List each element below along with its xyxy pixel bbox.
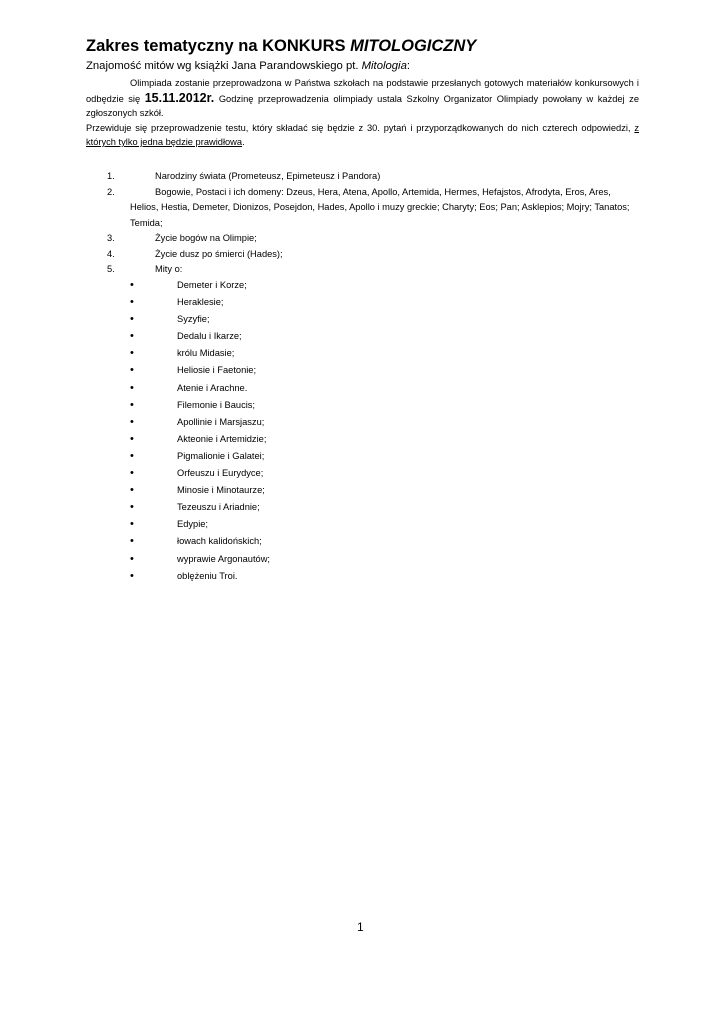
bullet-text: wyprawie Argonautów; xyxy=(177,553,271,564)
bullet-text: Dedalu i Ikarze; xyxy=(177,331,242,342)
bullet-text: Minosie i Minotaurze; xyxy=(177,485,265,496)
bullet-glyph: • xyxy=(130,415,134,428)
bullet-text: Filemonie i Baucis; xyxy=(177,399,256,410)
intro-p2-end: . xyxy=(242,137,245,147)
list-item xyxy=(86,262,639,278)
bullet-text: Orfeuszu i Eurydyce; xyxy=(177,468,264,479)
intro-section xyxy=(86,76,639,150)
bullet-text: Syzyfie; xyxy=(177,314,210,325)
subtitle-end: : xyxy=(406,60,410,72)
document-subtitle xyxy=(86,60,410,72)
title-italic: MITOLOGICZNY xyxy=(350,37,477,55)
page-number: 1 xyxy=(357,920,364,934)
bullet-glyph: • xyxy=(130,501,134,514)
list-item-number: 2. xyxy=(107,186,115,197)
document-title xyxy=(86,37,476,56)
intro-paragraph-1 xyxy=(86,76,639,121)
bullet-text: łowach kalidońskich; xyxy=(177,536,262,547)
list-item-number: 4. xyxy=(107,248,115,259)
bullet-glyph: • xyxy=(130,432,134,445)
list-item xyxy=(86,185,639,232)
bullet-text: Pigmalionie i Galatei; xyxy=(177,450,265,461)
bullet-glyph: • xyxy=(130,381,134,394)
bullet-glyph: • xyxy=(130,330,134,343)
bullet-text: Heraklesie; xyxy=(177,297,224,308)
bullet-text: Atenie i Arachne. xyxy=(177,382,248,393)
title-main: Zakres tematyczny na KONKURS xyxy=(86,37,351,55)
list-item xyxy=(86,169,639,185)
bullet-text: królu Midasie; xyxy=(177,348,235,359)
bullet-glyph: • xyxy=(130,313,134,326)
bullet-glyph: • xyxy=(130,398,134,411)
bullet-text: Heliosie i Faetonie; xyxy=(177,365,257,376)
bullet-text: Akteonie i Artemidzie; xyxy=(177,433,267,444)
bullet-glyph: • xyxy=(130,484,134,497)
bullet-text: Edypie; xyxy=(177,519,209,530)
bullet-glyph: • xyxy=(130,364,134,377)
subtitle-main: Znajomość mitów wg książki Jana Parandowskiego pt. xyxy=(86,60,362,72)
bullet-glyph: • xyxy=(130,449,134,462)
bullet-glyph: • xyxy=(130,552,134,565)
bullet-glyph: • xyxy=(130,296,134,309)
subtitle-italic: Mitologia xyxy=(361,60,407,72)
bullet-text: Demeter i Korze; xyxy=(177,280,247,290)
list-item-number: 5. xyxy=(107,264,115,274)
list-item-number: 1. xyxy=(107,171,115,181)
intro-p2-underlined: z których tylko jedna będzie prawidłowa xyxy=(86,122,639,147)
list-item xyxy=(86,247,639,263)
bullet-glyph: • xyxy=(130,535,134,548)
bullet-text: oblężeniu Troi. xyxy=(177,570,238,581)
intro-paragraph-2 xyxy=(86,121,639,150)
bullet-glyph: • xyxy=(130,279,134,291)
numbered-list xyxy=(86,169,639,278)
list-item xyxy=(86,231,639,247)
bullet-glyph: • xyxy=(130,467,134,480)
list-item-text: Życie dusz po śmierci (Hades); xyxy=(155,248,283,259)
bullet-text: Apollinie i Marsjaszu; xyxy=(177,416,265,427)
list-item-text: Narodziny świata (Prometeusz, Epimeteusz i Pandora) xyxy=(155,171,381,181)
bullet-text: Tezeuszu i Ariadnie; xyxy=(177,502,260,513)
bullet-glyph: • xyxy=(130,569,134,582)
bullet-glyph: • xyxy=(130,347,134,360)
list-item-text: Życie bogów na Olimpie; xyxy=(155,233,257,243)
bullet-glyph: • xyxy=(130,518,134,531)
intro-p1-text-a: Olimpiada zostanie przeprowadzona w Państwa szkołach na podstawie przesłanych gotowych materiałów konkursowych i odbędzie się xyxy=(86,78,639,104)
list-item-text: Bogowie, Postaci i ich domeny: Dzeus, Hera, Atena, Apollo, Artemida, Hermes, Hefajstos, Afrodyta, Eros, Ares, Helios, Hestia, Demeter, Dionizos, Posejdon, Hades, Apollo i muzy greckie; Charyty; Eos; Pan; Asklepios; Mojry; Tanatos; Temida; xyxy=(130,186,630,228)
list-item-text: Mity o: xyxy=(155,264,183,274)
olympiad-date: 15.11.2012r. xyxy=(144,90,215,105)
intro-p2-text-a: Przewiduje się przeprowadzenie testu, który składać się będzie z 30. pytań i przyporządkowanych do nich czterech odpowiedzi, xyxy=(86,122,635,133)
intro-p1-text-b: Godzinę przeprowadzenia olimpiady ustala Szkolny Organizator Olimpiady powołany w każdej ze zgłoszonych szkół. xyxy=(86,93,639,118)
list-item-number: 3. xyxy=(107,233,115,243)
